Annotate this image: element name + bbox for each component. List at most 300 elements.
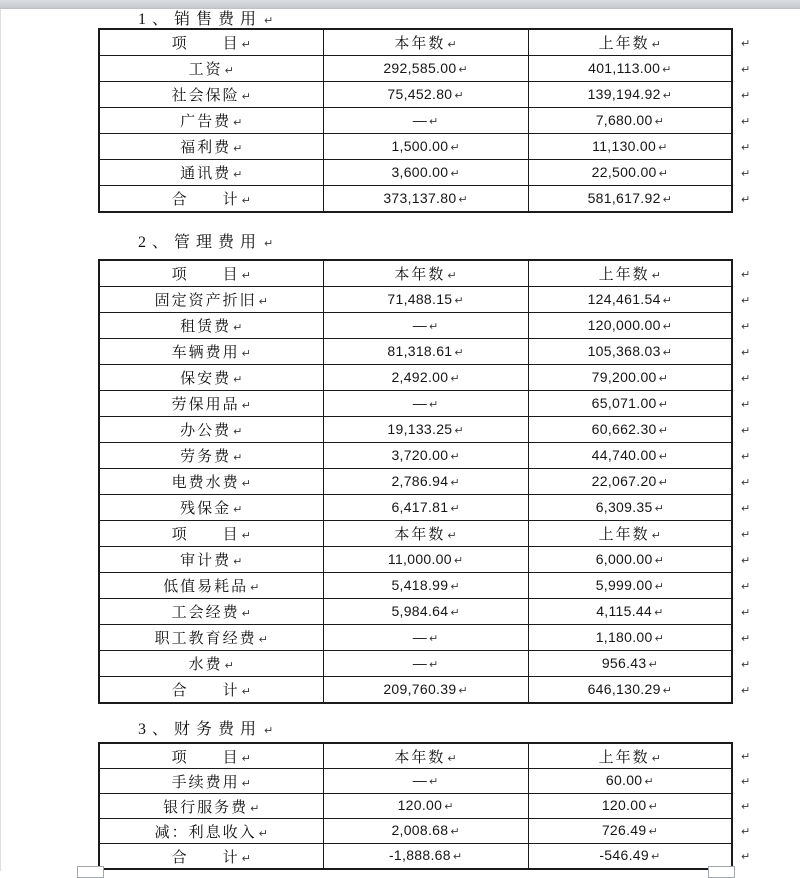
current-year-cell[interactable] xyxy=(323,313,528,339)
paragraph-mark-icon: ↵ xyxy=(241,477,251,490)
previous-year-cell[interactable] xyxy=(528,443,732,469)
end-of-row-mark-icon: ↵ xyxy=(741,114,751,128)
cell-text: 7,680.00 xyxy=(595,111,653,128)
paragraph-mark-icon: ↵ xyxy=(241,685,251,698)
table-row xyxy=(99,794,732,819)
table-row xyxy=(99,108,732,134)
current-year-cell[interactable] xyxy=(323,743,528,769)
cell-text: 6,000.00 xyxy=(595,550,653,567)
item-cell[interactable] xyxy=(99,260,323,287)
cell-text: 4,115.44 xyxy=(596,602,653,619)
cell-text: 项 目 xyxy=(171,749,240,766)
paragraph-mark-icon: ↵ xyxy=(241,751,251,765)
paragraph-mark-icon: ↵ xyxy=(241,194,251,207)
cell-text: 292,585.00 xyxy=(383,59,457,76)
table-row xyxy=(99,443,732,469)
paragraph-mark-icon: ↵ xyxy=(654,605,664,619)
section-finance-expenses xyxy=(98,720,788,870)
end-of-row-mark xyxy=(733,108,750,134)
cell-text: 项 目 xyxy=(171,267,240,283)
paragraph-mark-icon: ↵ xyxy=(654,501,664,515)
end-of-row-mark xyxy=(733,443,750,469)
end-of-row-mark-icon: ↵ xyxy=(741,293,751,307)
previous-year-cell[interactable] xyxy=(528,391,732,417)
previous-year-cell[interactable] xyxy=(528,547,732,573)
section-title-text: 3、财务费用 xyxy=(138,721,263,738)
previous-year-cell[interactable] xyxy=(528,365,732,391)
table-row xyxy=(99,134,732,160)
paragraph-mark-icon: ↵ xyxy=(450,605,460,619)
previous-year-cell[interactable] xyxy=(528,677,732,704)
paragraph-mark-icon: ↵ xyxy=(241,607,251,620)
paragraph-mark-icon: ↵ xyxy=(447,269,457,282)
cell-text: 1,500.00 xyxy=(391,137,449,154)
current-year-cell[interactable] xyxy=(323,260,528,287)
cell-text: 办公费 xyxy=(180,423,232,439)
cell-text: 3,720.00 xyxy=(391,446,449,463)
cell-text: 209,760.39 xyxy=(383,680,457,697)
cell-text: 11,000.00 xyxy=(387,550,452,567)
cell-text: 合 计 xyxy=(171,849,240,866)
end-of-row-mark xyxy=(733,261,750,287)
end-of-row-mark-icon: ↵ xyxy=(741,553,751,567)
table-row xyxy=(99,819,732,844)
cell-text: 3,600.00 xyxy=(391,163,449,180)
paragraph-mark-icon: ↵ xyxy=(648,657,658,671)
item-cell[interactable] xyxy=(99,134,323,160)
item-cell[interactable] xyxy=(99,743,323,769)
paragraph-mark-icon: ↵ xyxy=(429,631,439,645)
cell-text: 合 计 xyxy=(171,192,240,208)
item-cell[interactable] xyxy=(99,521,323,547)
cell-text: 本年数 xyxy=(394,527,446,543)
paragraph-mark-icon: ↵ xyxy=(224,659,234,672)
paragraph-mark-icon: ↵ xyxy=(452,850,463,863)
item-cell[interactable] xyxy=(99,495,323,521)
paragraph-mark-icon: ↵ xyxy=(662,192,672,206)
cell-text: 合 计 xyxy=(171,683,240,699)
end-of-row-mark xyxy=(733,794,750,819)
end-of-row-marks xyxy=(733,742,750,869)
cell-text: 646,130.29 xyxy=(587,680,661,697)
item-cell[interactable] xyxy=(99,417,323,443)
item-cell[interactable] xyxy=(99,313,323,339)
current-year-cell[interactable] xyxy=(323,160,528,186)
paragraph-mark-icon: ↵ xyxy=(450,166,460,180)
current-year-cell[interactable] xyxy=(323,29,528,56)
end-of-row-mark-icon: ↵ xyxy=(741,267,751,281)
sales-expense-table xyxy=(98,28,733,213)
end-of-row-mark xyxy=(733,160,750,186)
section-title-text: 2、管理费用 xyxy=(138,234,263,251)
paragraph-mark-icon: ↵ xyxy=(241,399,251,412)
paragraph-mark-icon: ↵ xyxy=(444,800,454,813)
paragraph-mark-icon: ↵ xyxy=(233,425,243,438)
end-of-row-mark-icon: ↵ xyxy=(741,319,751,333)
paragraph-mark-icon: ↵ xyxy=(654,579,664,593)
paragraph-mark-icon: ↵ xyxy=(658,371,668,385)
table-row xyxy=(99,769,732,794)
item-cell[interactable] xyxy=(99,844,323,870)
paragraph-mark-icon: ↵ xyxy=(241,851,251,865)
paragraph-mark-icon: ↵ xyxy=(658,140,668,154)
paragraph-mark-icon: ↵ xyxy=(654,631,664,645)
table-header-row xyxy=(99,743,732,769)
paragraph-mark-icon: ↵ xyxy=(450,371,460,385)
current-year-cell[interactable] xyxy=(323,287,528,313)
end-of-row-marks xyxy=(733,28,750,212)
cell-text: 5,984.64 xyxy=(391,602,449,619)
paragraph-mark-icon: ↵ xyxy=(429,397,439,411)
paragraph-mark-icon: ↵ xyxy=(658,475,668,489)
item-cell[interactable] xyxy=(99,108,323,134)
table-row xyxy=(99,82,732,108)
item-cell[interactable] xyxy=(99,599,323,625)
paragraph-mark-icon: ↵ xyxy=(450,579,460,593)
cell-text: 劳保用品 xyxy=(171,397,240,413)
table-row xyxy=(99,56,732,82)
document-content xyxy=(98,10,788,870)
paragraph-mark-icon: ↵ xyxy=(450,501,460,515)
end-of-row-mark-icon: ↵ xyxy=(741,850,751,863)
end-of-row-mark-icon: ↵ xyxy=(741,423,751,437)
current-year-cell[interactable] xyxy=(323,339,528,365)
previous-year-cell[interactable] xyxy=(528,313,732,339)
current-year-cell[interactable] xyxy=(323,769,528,794)
table-row xyxy=(99,625,732,651)
cell-text: 5,999.00 xyxy=(595,576,653,593)
cell-text: 广告费 xyxy=(180,114,232,130)
previous-year-cell[interactable] xyxy=(528,56,732,82)
section-admin-expenses xyxy=(98,233,788,704)
paragraph-mark-icon: ↵ xyxy=(651,529,661,542)
end-of-row-mark xyxy=(733,469,750,495)
previous-year-cell[interactable] xyxy=(528,625,732,651)
paragraph-mark-icon: ↵ xyxy=(453,553,464,567)
cell-text: 2,492.00 xyxy=(391,368,449,385)
current-year-cell[interactable] xyxy=(323,625,528,651)
cell-text: 低值易耗品 xyxy=(163,579,249,595)
current-year-cell[interactable] xyxy=(323,134,528,160)
cell-text: 上年数 xyxy=(598,267,650,283)
table-row xyxy=(99,287,732,313)
table-header-row xyxy=(99,29,732,56)
paragraph-mark-icon: ↵ xyxy=(458,683,468,697)
paragraph-mark-icon: ↵ xyxy=(233,142,243,155)
previous-year-cell[interactable] xyxy=(528,521,732,547)
cell-text: 1,180.00 xyxy=(595,628,653,645)
section-title-text: 1、销售费用 xyxy=(138,11,263,28)
previous-year-cell[interactable] xyxy=(528,469,732,495)
previous-year-cell[interactable] xyxy=(528,186,732,213)
cell-text: 社会保险 xyxy=(171,88,240,104)
cell-text: — xyxy=(412,394,428,411)
end-of-row-mark-icon: ↵ xyxy=(741,88,751,102)
cell-text: 手续费用 xyxy=(171,774,240,791)
item-cell[interactable] xyxy=(99,651,323,677)
cell-text: 22,500.00 xyxy=(591,163,657,180)
paragraph-mark-icon: ↵ xyxy=(233,451,243,464)
paragraph-mark-icon: ↵ xyxy=(662,88,672,102)
cell-text: 租赁费 xyxy=(180,319,232,335)
table-row xyxy=(99,391,732,417)
paragraph-mark-icon: ↵ xyxy=(662,683,672,697)
item-cell[interactable] xyxy=(99,29,323,56)
previous-year-cell[interactable] xyxy=(528,495,732,521)
previous-year-cell[interactable] xyxy=(528,417,732,443)
previous-year-cell[interactable] xyxy=(528,287,732,313)
cell-text: — xyxy=(412,111,428,128)
paragraph-mark-icon: ↵ xyxy=(658,166,668,180)
end-of-row-mark xyxy=(733,547,750,573)
paragraph-mark-icon: ↵ xyxy=(241,90,251,103)
section-title[interactable] xyxy=(138,10,788,28)
cell-text: 120.00 xyxy=(397,797,443,813)
item-cell[interactable] xyxy=(99,625,323,651)
end-of-row-mark xyxy=(733,313,750,339)
current-year-cell[interactable] xyxy=(323,469,528,495)
end-of-row-mark-icon: ↵ xyxy=(741,631,751,645)
table-header-row xyxy=(99,521,732,547)
section-title[interactable] xyxy=(138,233,788,251)
end-of-row-mark-icon: ↵ xyxy=(741,140,751,154)
cell-text: -1,888.68 xyxy=(388,847,451,863)
current-year-cell[interactable] xyxy=(323,391,528,417)
cell-text: 水费 xyxy=(188,657,223,673)
cell-text: 劳务费 xyxy=(180,449,232,465)
cell-text: — xyxy=(412,628,428,645)
table-row xyxy=(99,339,732,365)
section-sales-expenses xyxy=(98,10,788,213)
end-of-row-mark xyxy=(733,30,750,56)
previous-year-cell[interactable] xyxy=(528,573,732,599)
current-year-cell[interactable] xyxy=(323,417,528,443)
table-header-row xyxy=(99,260,732,287)
end-of-row-mark-icon: ↵ xyxy=(741,62,751,76)
item-cell[interactable] xyxy=(99,339,323,365)
end-of-row-mark-icon: ↵ xyxy=(741,579,751,593)
previous-year-cell[interactable] xyxy=(528,844,732,870)
end-of-row-mark-icon: ↵ xyxy=(741,825,751,838)
current-year-cell[interactable] xyxy=(323,819,528,844)
paragraph-mark-icon: ↵ xyxy=(662,62,672,76)
item-cell[interactable] xyxy=(99,547,323,573)
paragraph-mark-icon: ↵ xyxy=(258,295,268,308)
cell-text: 项 目 xyxy=(171,527,240,543)
item-cell[interactable] xyxy=(99,573,323,599)
item-cell[interactable] xyxy=(99,56,323,82)
table-row xyxy=(99,160,732,186)
previous-year-cell[interactable] xyxy=(528,260,732,287)
item-cell[interactable] xyxy=(99,391,323,417)
current-year-cell[interactable] xyxy=(323,186,528,213)
end-of-row-mark xyxy=(733,521,750,547)
cell-text: 保安费 xyxy=(180,371,232,387)
paragraph-mark-icon: ↵ xyxy=(233,116,243,129)
current-year-cell[interactable] xyxy=(323,365,528,391)
paragraph-mark-icon: ↵ xyxy=(447,38,457,51)
cell-text: 上年数 xyxy=(598,749,650,766)
end-of-row-mark-icon: ↵ xyxy=(741,397,751,411)
current-year-cell[interactable] xyxy=(323,547,528,573)
table-row xyxy=(99,677,732,704)
cell-text: 残保金 xyxy=(180,501,232,517)
end-of-row-mark xyxy=(733,744,750,769)
current-year-cell[interactable] xyxy=(323,651,528,677)
previous-year-cell[interactable] xyxy=(528,769,732,794)
current-year-cell[interactable] xyxy=(323,521,528,547)
cell-text: 6,309.35 xyxy=(595,498,653,515)
paragraph-mark-icon: ↵ xyxy=(662,345,672,359)
paragraph-mark-icon: ↵ xyxy=(651,269,661,282)
paragraph-mark-icon: ↵ xyxy=(450,825,460,838)
paragraph-mark-icon: ↵ xyxy=(454,293,464,307)
paragraph-mark-icon: ↵ xyxy=(241,529,251,542)
previous-year-cell[interactable] xyxy=(528,794,732,819)
paragraph-mark-icon: ↵ xyxy=(429,775,439,788)
item-cell[interactable] xyxy=(99,160,323,186)
paragraph-mark-icon: ↵ xyxy=(648,825,658,838)
current-year-cell[interactable] xyxy=(323,599,528,625)
end-of-row-mark xyxy=(733,769,750,794)
previous-year-cell[interactable] xyxy=(528,599,732,625)
paragraph-mark-icon: ↵ xyxy=(233,503,243,516)
paragraph-mark-icon: ↵ xyxy=(264,14,274,27)
cell-text: 2,008.68 xyxy=(391,822,449,838)
cell-text: 373,137.80 xyxy=(383,189,457,206)
end-of-row-mark xyxy=(733,573,750,599)
end-of-row-mark-icon: ↵ xyxy=(741,192,751,206)
cell-text: — xyxy=(412,654,428,671)
current-year-cell[interactable] xyxy=(323,56,528,82)
current-year-cell[interactable] xyxy=(323,677,528,704)
previous-year-cell[interactable] xyxy=(528,108,732,134)
item-cell[interactable] xyxy=(99,469,323,495)
current-year-cell[interactable] xyxy=(323,844,528,870)
cell-text: 银行服务费 xyxy=(163,799,249,816)
admin-expense-table xyxy=(98,259,733,704)
end-of-row-mark-icon: ↵ xyxy=(741,775,751,788)
paragraph-mark-icon: ↵ xyxy=(233,373,243,386)
cell-text: — xyxy=(412,772,428,788)
paragraph-mark-icon: ↵ xyxy=(258,633,268,646)
paragraph-mark-icon: ↵ xyxy=(250,581,260,594)
paragraph-mark-icon: ↵ xyxy=(233,555,243,568)
paragraph-mark-icon: ↵ xyxy=(658,423,668,437)
previous-year-cell[interactable] xyxy=(528,743,732,769)
previous-year-cell[interactable] xyxy=(528,29,732,56)
end-of-row-mark-icon: ↵ xyxy=(741,345,751,359)
paragraph-mark-icon: ↵ xyxy=(450,449,460,463)
item-cell[interactable] xyxy=(99,794,323,819)
current-year-cell[interactable] xyxy=(323,443,528,469)
item-cell[interactable] xyxy=(99,819,323,844)
cell-text: 956.43 xyxy=(601,654,647,671)
end-of-row-mark xyxy=(733,287,750,313)
cell-text: 审计费 xyxy=(180,553,232,569)
end-of-row-mark xyxy=(733,677,750,703)
cell-text: 项 目 xyxy=(171,36,240,52)
current-year-cell[interactable] xyxy=(323,794,528,819)
paragraph-mark-icon: ↵ xyxy=(662,293,672,307)
cell-text: 本年数 xyxy=(394,749,446,766)
paragraph-mark-icon: ↵ xyxy=(654,114,664,128)
end-of-row-mark xyxy=(733,844,750,869)
previous-year-cell[interactable] xyxy=(528,819,732,844)
previous-year-cell[interactable] xyxy=(528,651,732,677)
paragraph-mark-icon: ↵ xyxy=(241,38,251,51)
item-cell[interactable] xyxy=(99,82,323,108)
end-of-row-mark-icon: ↵ xyxy=(741,800,751,813)
item-cell[interactable] xyxy=(99,287,323,313)
previous-year-cell[interactable] xyxy=(528,160,732,186)
paragraph-mark-icon: ↵ xyxy=(450,475,460,489)
current-year-cell[interactable] xyxy=(323,108,528,134)
end-of-row-mark xyxy=(733,134,750,160)
end-of-row-mark xyxy=(733,82,750,108)
page-top-edge xyxy=(0,0,800,9)
previous-year-cell[interactable] xyxy=(528,134,732,160)
previous-year-cell[interactable] xyxy=(528,339,732,365)
end-of-row-mark xyxy=(733,186,750,212)
paragraph-mark-icon: ↵ xyxy=(429,114,439,128)
previous-year-cell[interactable] xyxy=(528,82,732,108)
cell-text: 79,200.00 xyxy=(591,368,657,385)
current-year-cell[interactable] xyxy=(323,495,528,521)
paragraph-mark-icon: ↵ xyxy=(264,237,274,250)
table-row xyxy=(99,599,732,625)
cell-text: 6,417.81 xyxy=(391,498,449,515)
paragraph-mark-icon: ↵ xyxy=(224,64,234,77)
cell-text: 11,130.00 xyxy=(592,137,657,154)
end-of-row-mark-icon: ↵ xyxy=(741,166,751,180)
paragraph-mark-icon: ↵ xyxy=(250,801,260,815)
cell-text: 120.00 xyxy=(601,797,647,813)
cell-text: 上年数 xyxy=(598,527,650,543)
paragraph-mark-icon: ↵ xyxy=(458,192,468,206)
table-row xyxy=(99,651,732,677)
item-cell[interactable] xyxy=(99,186,323,213)
cell-text: 60.00 xyxy=(605,772,643,788)
item-cell[interactable] xyxy=(99,365,323,391)
current-year-cell[interactable] xyxy=(323,573,528,599)
cell-text: 124,461.54 xyxy=(587,290,661,307)
paragraph-mark-icon: ↵ xyxy=(264,724,274,737)
paragraph-mark-icon: ↵ xyxy=(233,321,243,334)
cell-text: 减：利息收入 xyxy=(154,824,257,841)
cell-text: 105,368.03 xyxy=(587,342,661,359)
paragraph-mark-icon: ↵ xyxy=(458,62,468,76)
cell-text: 2,786.94 xyxy=(391,472,449,489)
table-resize-handle[interactable] xyxy=(708,866,735,878)
item-cell[interactable] xyxy=(99,443,323,469)
current-year-cell[interactable] xyxy=(323,82,528,108)
cell-text: 5,418.99 xyxy=(391,576,449,593)
item-cell[interactable] xyxy=(99,677,323,704)
table-row xyxy=(99,844,732,870)
cell-text: -546.49 xyxy=(599,847,649,863)
end-of-row-mark-icon: ↵ xyxy=(741,750,751,763)
paragraph-mark-icon: ↵ xyxy=(429,319,439,333)
end-of-row-mark xyxy=(733,391,750,417)
cell-text: 福利费 xyxy=(180,140,232,156)
table-row xyxy=(99,186,732,213)
section-title[interactable] xyxy=(138,720,788,738)
paragraph-mark-icon: ↵ xyxy=(650,850,661,863)
end-of-row-mark-icon: ↵ xyxy=(741,683,751,697)
item-cell[interactable] xyxy=(99,769,323,794)
table-row xyxy=(99,313,732,339)
